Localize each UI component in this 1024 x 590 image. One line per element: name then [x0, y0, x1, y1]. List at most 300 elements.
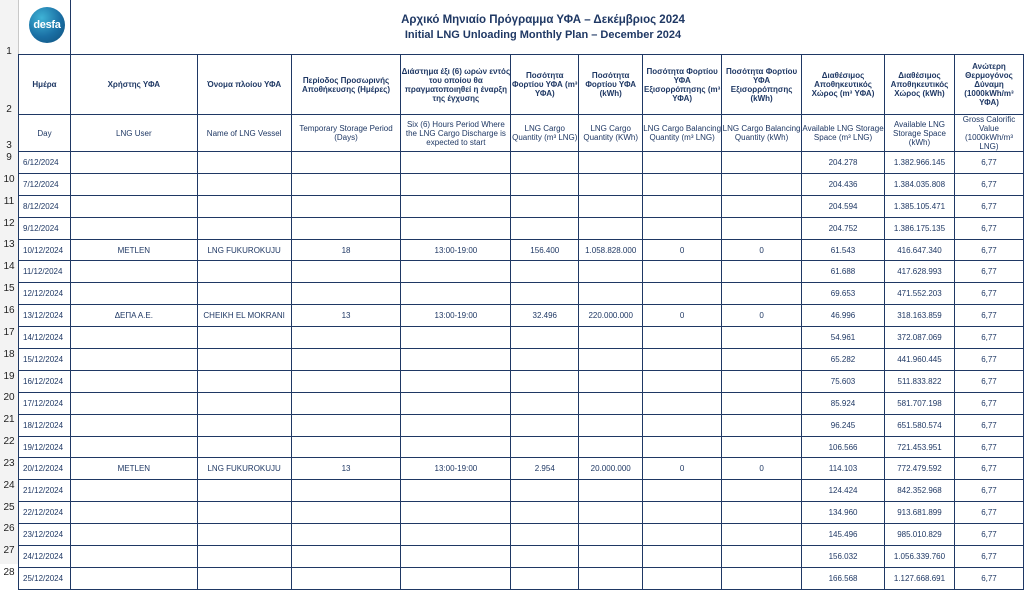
day-cell[interactable]: 9/12/2024 [19, 217, 71, 239]
title-area [18, 0, 1024, 55]
data-cell[interactable]: 106.566 [802, 436, 885, 458]
data-cell[interactable] [579, 370, 643, 392]
data-cell[interactable] [291, 349, 401, 371]
data-cell[interactable] [291, 480, 401, 502]
column-subheader[interactable]: Gross Calorific Value (1000kWh/m³ LNG) [954, 115, 1023, 152]
data-cell[interactable] [401, 152, 511, 174]
data-cell[interactable]: 6,77 [954, 458, 1023, 480]
data-cell[interactable]: 1.386.175.135 [884, 217, 954, 239]
data-cell[interactable] [70, 349, 197, 371]
data-cell[interactable] [291, 546, 401, 568]
data-cell[interactable] [722, 392, 802, 414]
data-cell[interactable]: 581.707.198 [884, 392, 954, 414]
data-cell[interactable]: 842.352.968 [884, 480, 954, 502]
data-cell[interactable]: 721.453.951 [884, 436, 954, 458]
data-cell[interactable] [722, 195, 802, 217]
data-cell[interactable]: 61.688 [802, 261, 885, 283]
row-number[interactable]: 10 [3, 173, 15, 185]
data-cell[interactable] [579, 392, 643, 414]
data-cell[interactable] [197, 480, 291, 502]
data-cell[interactable] [291, 217, 401, 239]
data-cell[interactable] [70, 546, 197, 568]
data-cell[interactable]: 416.647.340 [884, 239, 954, 261]
day-cell[interactable]: 7/12/2024 [19, 173, 71, 195]
data-cell[interactable] [511, 217, 579, 239]
data-cell[interactable] [722, 480, 802, 502]
data-cell[interactable]: 46.996 [802, 305, 885, 327]
data-cell[interactable] [643, 502, 722, 524]
data-cell[interactable] [291, 524, 401, 546]
data-cell[interactable] [70, 217, 197, 239]
data-cell[interactable]: 1.382.966.145 [884, 152, 954, 174]
data-cell[interactable] [579, 195, 643, 217]
data-cell[interactable]: 166.568 [802, 567, 885, 589]
data-cell[interactable] [291, 392, 401, 414]
column-subheader[interactable]: Available LNG Storage Space (m³ LNG) [802, 115, 885, 152]
data-cell[interactable] [401, 370, 511, 392]
data-cell[interactable]: 13 [291, 458, 401, 480]
table-row [19, 436, 1024, 458]
data-cell[interactable] [643, 546, 722, 568]
column-subheader[interactable]: Day [19, 115, 71, 152]
data-cell[interactable]: LNG FUKUROKUJU [197, 458, 291, 480]
data-cell[interactable]: 75.603 [802, 370, 885, 392]
data-cell[interactable]: 85.924 [802, 392, 885, 414]
data-cell[interactable]: 6,77 [954, 502, 1023, 524]
data-cell[interactable] [401, 173, 511, 195]
data-cell[interactable] [579, 349, 643, 371]
data-cell[interactable] [197, 502, 291, 524]
data-cell[interactable] [70, 327, 197, 349]
data-cell[interactable] [511, 524, 579, 546]
table-row [19, 239, 1024, 261]
column-header[interactable]: Περίοδος Προσωρινής Αποθήκευσης (Ημέρες) [291, 55, 401, 115]
table-row [19, 305, 1024, 327]
data-cell[interactable] [511, 546, 579, 568]
data-cell[interactable] [70, 392, 197, 414]
data-cell[interactable]: 651.580.574 [884, 414, 954, 436]
data-cell[interactable]: 0 [643, 239, 722, 261]
column-header[interactable]: Διάστημα έξι (6) ωρών εντός του οποίου θα πραγματοποιηθεί η έναρξη της έγχυσης [401, 55, 511, 115]
data-cell[interactable] [511, 414, 579, 436]
data-cell[interactable]: 156.032 [802, 546, 885, 568]
column-header[interactable]: Ποσότητα Φορτίου ΥΦΑ Εξισορρόπησης (m³ ΥΦΑ) [643, 55, 722, 115]
data-cell[interactable] [511, 502, 579, 524]
data-cell[interactable] [643, 217, 722, 239]
data-cell[interactable] [579, 480, 643, 502]
column-subheader[interactable]: Name of LNG Vessel [197, 115, 291, 152]
data-cell[interactable]: 6,77 [954, 480, 1023, 502]
column-subheader[interactable]: Temporary Storage Period (Days) [291, 115, 401, 152]
row-number[interactable]: 21 [3, 414, 15, 426]
data-cell[interactable] [579, 524, 643, 546]
data-cell[interactable] [291, 195, 401, 217]
row-number[interactable]: 15 [3, 283, 15, 295]
row-number[interactable]: 27 [3, 545, 15, 557]
data-cell[interactable] [70, 370, 197, 392]
data-cell[interactable] [197, 524, 291, 546]
data-cell[interactable] [722, 261, 802, 283]
day-cell[interactable]: 15/12/2024 [19, 349, 71, 371]
data-cell[interactable] [511, 152, 579, 174]
data-cell[interactable]: 6,77 [954, 283, 1023, 305]
data-cell[interactable] [291, 567, 401, 589]
table-row [19, 567, 1024, 589]
data-cell[interactable] [70, 414, 197, 436]
column-subheader[interactable]: Six (6) Hours Period Where the LNG Cargo Discharge is expected to start [401, 115, 511, 152]
data-cell[interactable] [722, 414, 802, 436]
data-cell[interactable] [70, 195, 197, 217]
data-cell[interactable] [197, 349, 291, 371]
row-number[interactable]: 3 [6, 140, 12, 151]
data-cell[interactable] [291, 283, 401, 305]
row-number[interactable]: 1 [6, 46, 12, 57]
day-cell[interactable]: 16/12/2024 [19, 370, 71, 392]
data-cell[interactable]: 1.127.668.691 [884, 567, 954, 589]
data-cell[interactable]: 0 [643, 458, 722, 480]
data-cell[interactable]: 6,77 [954, 349, 1023, 371]
column-header[interactable]: Ημέρα [19, 55, 71, 115]
data-cell[interactable]: 114.103 [802, 458, 885, 480]
column-subheader[interactable]: Available LNG Storage Space (kWh) [884, 115, 954, 152]
data-cell[interactable] [643, 349, 722, 371]
data-cell[interactable]: 204.436 [802, 173, 885, 195]
data-cell[interactable]: 61.543 [802, 239, 885, 261]
column-subheader[interactable]: LNG Cargo Balancing Quantity (m³ LNG) [643, 115, 722, 152]
data-cell[interactable]: 6,77 [954, 370, 1023, 392]
day-cell[interactable]: 14/12/2024 [19, 327, 71, 349]
data-cell[interactable] [197, 283, 291, 305]
data-cell[interactable] [197, 217, 291, 239]
data-cell[interactable] [511, 283, 579, 305]
data-cell[interactable] [643, 480, 722, 502]
table-row [19, 195, 1024, 217]
data-cell[interactable] [197, 436, 291, 458]
data-cell[interactable] [643, 414, 722, 436]
data-cell[interactable] [722, 349, 802, 371]
column-header[interactable]: Όνομα πλοίου ΥΦΑ [197, 55, 291, 115]
row-number[interactable]: 13 [3, 239, 15, 251]
data-cell[interactable]: 0 [643, 305, 722, 327]
data-cell[interactable] [291, 327, 401, 349]
data-cell[interactable]: 13:00-19:00 [401, 458, 511, 480]
data-cell[interactable] [401, 392, 511, 414]
data-cell[interactable] [401, 502, 511, 524]
day-cell[interactable]: 20/12/2024 [19, 458, 71, 480]
day-cell[interactable]: 10/12/2024 [19, 239, 71, 261]
data-cell[interactable]: 441.960.445 [884, 349, 954, 371]
row-number[interactable]: 20 [3, 392, 15, 404]
data-cell[interactable] [401, 195, 511, 217]
table-row [19, 173, 1024, 195]
data-cell[interactable] [511, 567, 579, 589]
column-header[interactable]: Χρήστης ΥΦΑ [70, 55, 197, 115]
data-cell[interactable] [197, 392, 291, 414]
data-cell[interactable]: 65.282 [802, 349, 885, 371]
data-cell[interactable] [579, 327, 643, 349]
data-cell[interactable]: 13 [291, 305, 401, 327]
data-cell[interactable] [401, 436, 511, 458]
table-row [19, 524, 1024, 546]
data-cell[interactable]: 13:00-19:00 [401, 239, 511, 261]
data-cell[interactable]: 6,77 [954, 546, 1023, 568]
data-cell[interactable] [722, 436, 802, 458]
data-cell[interactable] [197, 546, 291, 568]
data-cell[interactable]: 6,77 [954, 414, 1023, 436]
data-cell[interactable] [722, 152, 802, 174]
row-number[interactable]: 17 [3, 326, 15, 338]
data-cell[interactable] [401, 567, 511, 589]
data-cell[interactable]: 156.400 [511, 239, 579, 261]
row-number[interactable]: 12 [3, 217, 15, 229]
data-cell[interactable] [579, 414, 643, 436]
data-cell[interactable] [643, 173, 722, 195]
data-cell[interactable] [579, 546, 643, 568]
column-subheader[interactable]: LNG Cargo Quantity (KWh) [579, 115, 643, 152]
data-cell[interactable]: 6,77 [954, 152, 1023, 174]
day-cell[interactable]: 21/12/2024 [19, 480, 71, 502]
day-cell[interactable]: 23/12/2024 [19, 524, 71, 546]
column-subheader[interactable]: LNG User [70, 115, 197, 152]
data-cell[interactable]: 417.628.993 [884, 261, 954, 283]
data-cell[interactable] [401, 480, 511, 502]
data-cell[interactable]: 54.961 [802, 327, 885, 349]
data-cell[interactable] [70, 524, 197, 546]
data-cell[interactable] [197, 327, 291, 349]
data-cell[interactable]: 69.653 [802, 283, 885, 305]
row-number[interactable]: 26 [3, 523, 15, 535]
data-cell[interactable] [722, 217, 802, 239]
column-header[interactable]: Διαθέσιμος Αποθηκευτικός Χώρος (kWh) [884, 55, 954, 115]
data-cell[interactable]: 204.594 [802, 195, 885, 217]
row-number[interactable]: 16 [3, 304, 15, 316]
data-cell[interactable]: 6,77 [954, 239, 1023, 261]
data-cell[interactable] [579, 283, 643, 305]
data-cell[interactable] [291, 152, 401, 174]
data-cell[interactable] [197, 195, 291, 217]
data-cell[interactable]: 511.833.822 [884, 370, 954, 392]
data-cell[interactable]: 318.163.859 [884, 305, 954, 327]
data-cell[interactable] [511, 327, 579, 349]
data-cell[interactable] [579, 567, 643, 589]
data-cell[interactable] [401, 283, 511, 305]
data-cell[interactable]: 134.960 [802, 502, 885, 524]
data-cell[interactable] [511, 173, 579, 195]
data-cell[interactable]: 32.496 [511, 305, 579, 327]
row-number[interactable]: 25 [3, 501, 15, 513]
data-cell[interactable]: 0 [722, 458, 802, 480]
data-cell[interactable] [579, 261, 643, 283]
data-cell[interactable] [643, 195, 722, 217]
data-cell[interactable] [197, 261, 291, 283]
data-cell[interactable]: 18 [291, 239, 401, 261]
data-cell[interactable] [579, 436, 643, 458]
data-cell[interactable] [579, 217, 643, 239]
data-cell[interactable]: 6,77 [954, 195, 1023, 217]
data-cell[interactable] [70, 480, 197, 502]
data-cell[interactable]: 772.479.592 [884, 458, 954, 480]
data-cell[interactable]: 220.000.000 [579, 305, 643, 327]
data-cell[interactable]: 372.087.069 [884, 327, 954, 349]
data-cell[interactable]: 6,77 [954, 567, 1023, 589]
day-cell[interactable]: 13/12/2024 [19, 305, 71, 327]
data-cell[interactable] [401, 524, 511, 546]
day-cell[interactable]: 6/12/2024 [19, 152, 71, 174]
data-cell[interactable] [722, 546, 802, 568]
header-row-greek [19, 55, 1024, 115]
data-cell[interactable] [291, 261, 401, 283]
row-number[interactable]: 2 [6, 104, 12, 115]
data-cell[interactable] [197, 414, 291, 436]
data-cell[interactable]: 6,77 [954, 261, 1023, 283]
column-subheader[interactable]: LNG Cargo Quantity (m³ LNG) [511, 115, 579, 152]
row-number[interactable]: 24 [3, 479, 15, 491]
data-cell[interactable] [722, 327, 802, 349]
data-cell[interactable]: 20.000.000 [579, 458, 643, 480]
data-cell[interactable] [401, 546, 511, 568]
data-cell[interactable] [511, 392, 579, 414]
data-cell[interactable] [70, 283, 197, 305]
data-cell[interactable] [722, 283, 802, 305]
data-cell[interactable]: 96.245 [802, 414, 885, 436]
data-cell[interactable]: 2.954 [511, 458, 579, 480]
row-number[interactable]: 11 [3, 195, 15, 207]
data-cell[interactable] [643, 152, 722, 174]
data-cell[interactable]: 1.056.339.760 [884, 546, 954, 568]
data-cell[interactable] [511, 261, 579, 283]
day-cell[interactable]: 11/12/2024 [19, 261, 71, 283]
data-cell[interactable] [643, 327, 722, 349]
data-cell[interactable] [579, 502, 643, 524]
row-number[interactable]: 9 [6, 152, 12, 163]
data-cell[interactable] [197, 173, 291, 195]
data-cell[interactable]: ΔΕΠΑ Α.Ε. [70, 305, 197, 327]
column-header[interactable]: Ανώτερη Θερμογόνος Δύναμη (1000kWh/m³ ΥΦΑ) [954, 55, 1023, 115]
data-cell[interactable]: CHEIKH EL MOKRANI [197, 305, 291, 327]
row-number[interactable]: 28 [3, 567, 15, 579]
data-cell[interactable]: 913.681.899 [884, 502, 954, 524]
data-cell[interactable] [291, 414, 401, 436]
data-cell[interactable]: 1.384.035.808 [884, 173, 954, 195]
data-cell[interactable] [197, 152, 291, 174]
data-cell[interactable] [291, 370, 401, 392]
data-cell[interactable] [643, 436, 722, 458]
data-cell[interactable] [511, 195, 579, 217]
column-subheader[interactable]: LNG Cargo Balancing Quantity (kWh) [722, 115, 802, 152]
data-cell[interactable] [722, 524, 802, 546]
data-cell[interactable] [401, 327, 511, 349]
data-cell[interactable]: 6,77 [954, 305, 1023, 327]
row-number[interactable]: 19 [3, 370, 15, 382]
day-cell[interactable]: 19/12/2024 [19, 436, 71, 458]
data-cell[interactable] [722, 370, 802, 392]
day-cell[interactable]: 17/12/2024 [19, 392, 71, 414]
data-cell[interactable]: 6,77 [954, 392, 1023, 414]
data-cell[interactable] [643, 392, 722, 414]
column-header[interactable]: Ποσότητα Φορτίου ΥΦΑ Εξισορρόπησης (kWh) [722, 55, 802, 115]
data-cell[interactable] [70, 436, 197, 458]
day-cell[interactable]: 18/12/2024 [19, 414, 71, 436]
desfa-logo: desfa [29, 7, 65, 43]
data-cell[interactable]: 13:00-19:00 [401, 305, 511, 327]
table-row [19, 458, 1024, 480]
column-header[interactable]: Ποσότητα Φορτίου ΥΦΑ (m³ ΥΦΑ) [511, 55, 579, 115]
data-cell[interactable] [70, 567, 197, 589]
data-cell[interactable]: 1.058.828.000 [579, 239, 643, 261]
column-header[interactable]: Ποσότητα Φορτίου ΥΦΑ (kWh) [579, 55, 643, 115]
data-cell[interactable] [511, 436, 579, 458]
data-cell[interactable]: 6,77 [954, 327, 1023, 349]
data-cell[interactable] [70, 261, 197, 283]
table-row [19, 283, 1024, 305]
data-cell[interactable]: 6,77 [954, 217, 1023, 239]
data-cell[interactable] [722, 173, 802, 195]
data-cell[interactable] [197, 567, 291, 589]
data-cell[interactable]: 204.752 [802, 217, 885, 239]
data-cell[interactable] [643, 524, 722, 546]
data-cell[interactable] [401, 261, 511, 283]
data-cell[interactable]: 6,77 [954, 436, 1023, 458]
data-cell[interactable]: 985.010.829 [884, 524, 954, 546]
data-cell[interactable] [511, 349, 579, 371]
row-number[interactable]: 18 [3, 348, 15, 360]
data-cell[interactable] [197, 370, 291, 392]
data-cell[interactable]: 124.424 [802, 480, 885, 502]
data-cell[interactable] [643, 567, 722, 589]
data-cell[interactable] [643, 370, 722, 392]
data-cell[interactable] [511, 370, 579, 392]
data-cell[interactable] [401, 414, 511, 436]
row-number[interactable]: 23 [3, 457, 15, 469]
data-cell[interactable] [511, 480, 579, 502]
data-cell[interactable]: 0 [722, 239, 802, 261]
data-cell[interactable]: 204.278 [802, 152, 885, 174]
data-cell[interactable] [643, 261, 722, 283]
data-cell[interactable] [291, 173, 401, 195]
data-cell[interactable] [722, 502, 802, 524]
data-cell[interactable]: 145.496 [802, 524, 885, 546]
day-cell[interactable]: 25/12/2024 [19, 567, 71, 589]
day-cell[interactable]: 22/12/2024 [19, 502, 71, 524]
table-row [19, 546, 1024, 568]
data-cell[interactable] [579, 173, 643, 195]
data-cell[interactable]: METLEN [70, 239, 197, 261]
data-cell[interactable] [579, 152, 643, 174]
data-cell[interactable]: 0 [722, 305, 802, 327]
data-cell[interactable] [291, 436, 401, 458]
data-cell[interactable] [401, 217, 511, 239]
data-cell[interactable]: METLEN [70, 458, 197, 480]
data-cell[interactable] [722, 567, 802, 589]
day-cell[interactable]: 12/12/2024 [19, 283, 71, 305]
day-cell[interactable]: 8/12/2024 [19, 195, 71, 217]
data-cell[interactable] [291, 502, 401, 524]
data-cell[interactable] [643, 283, 722, 305]
data-cell[interactable]: 6,77 [954, 524, 1023, 546]
data-cell[interactable]: 1.385.105.471 [884, 195, 954, 217]
data-cell[interactable] [70, 173, 197, 195]
row-number[interactable]: 14 [3, 261, 15, 273]
column-header[interactable]: Διαθέσιμος Αποθηκευτικός Χώρος (m³ ΥΦΑ) [802, 55, 885, 115]
data-cell[interactable] [70, 502, 197, 524]
day-cell[interactable]: 24/12/2024 [19, 546, 71, 568]
data-cell[interactable]: 6,77 [954, 173, 1023, 195]
data-cell[interactable]: 471.552.203 [884, 283, 954, 305]
data-cell[interactable] [401, 349, 511, 371]
row-number[interactable]: 22 [3, 436, 15, 448]
data-cell[interactable] [70, 152, 197, 174]
data-cell[interactable]: LNG FUKUROKUJU [197, 239, 291, 261]
